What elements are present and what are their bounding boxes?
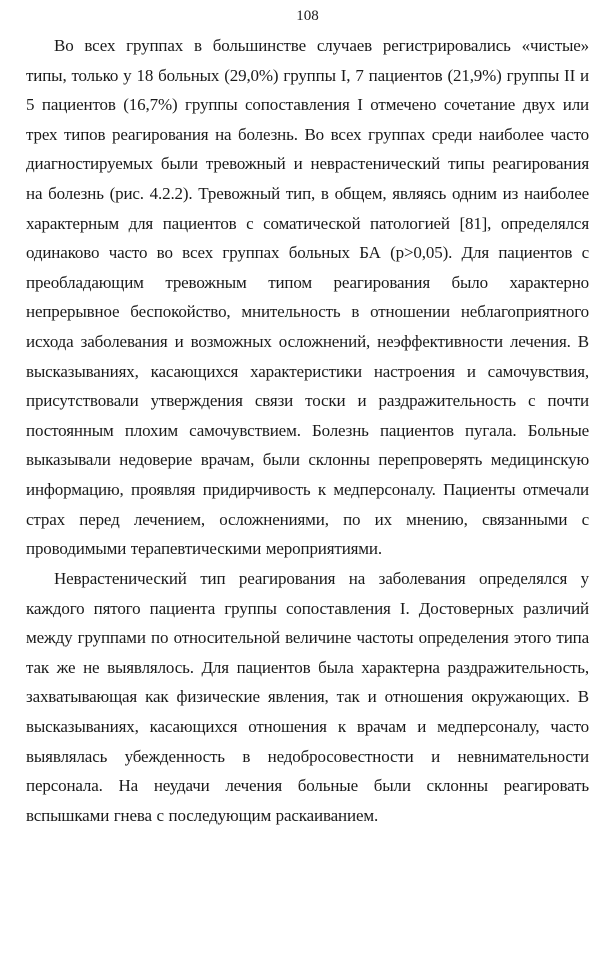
page-number: 108 <box>296 8 319 24</box>
paragraph-neurasthenic-type: Неврастенический тип реагирования на заболевания определялся у каждого пятого пациента группы сопоставления I. Достоверных различий между группами по относительной величине частоты определения этого типа так же не выявлялось. Для пациентов была характерна раздражительность, захватывающая как физические явления, так и отношения окружающих. В высказываниях, касающихся отношения к врачам и медперсоналу, часто выявлялась убежденность в недобросовестности и невнимательности персонала. На неудачи лечения больные были склонны реагировать вспышками гнева с последующим раскаиванием. <box>26 569 589 825</box>
paragraph-anxious-type: Во всех группах в большинстве случаев регистрировались «чистые» типы, только у 18 больных (29,0%) группы I, 7 пациентов (21,9%) группы II и 5 пациентов (16,7%) группы сопоставления I отмечено сочетание двух или трех типов реагирования на болезнь. Во всех группах среди наиболее часто диагностируемых были тревожный и неврастенический типы реагирования на болезнь (рис. 4.2.2). Тревожный тип, в общем, являясь одним из наиболее характерным для пациентов с соматической патологией [81], определялся одинаково часто во всех группах больных БА (р>0,05). Для пациентов с преобладающим тревожным типом реагирования было характерно непрерывное беспокойство, мнительность в отношении неблагоприятного исхода заболевания и возможных осложнений, неэффективности лечения. В высказываниях, касающихся характеристики настроения и самочувствия, присутствовали утверждения связи тоски и раздражительность с почти постоянным плохим самочувствием. Болезнь пациентов пугала. Больные выказывали недоверие врачам, были склонны перепроверять медицинскую информацию, проявляя придирчивость к медперсоналу. Пациенты отмечали страх перед лечением, осложнениями, по их мнению, связанными с проводимыми терапевтическими мероприятиями. <box>26 36 589 559</box>
